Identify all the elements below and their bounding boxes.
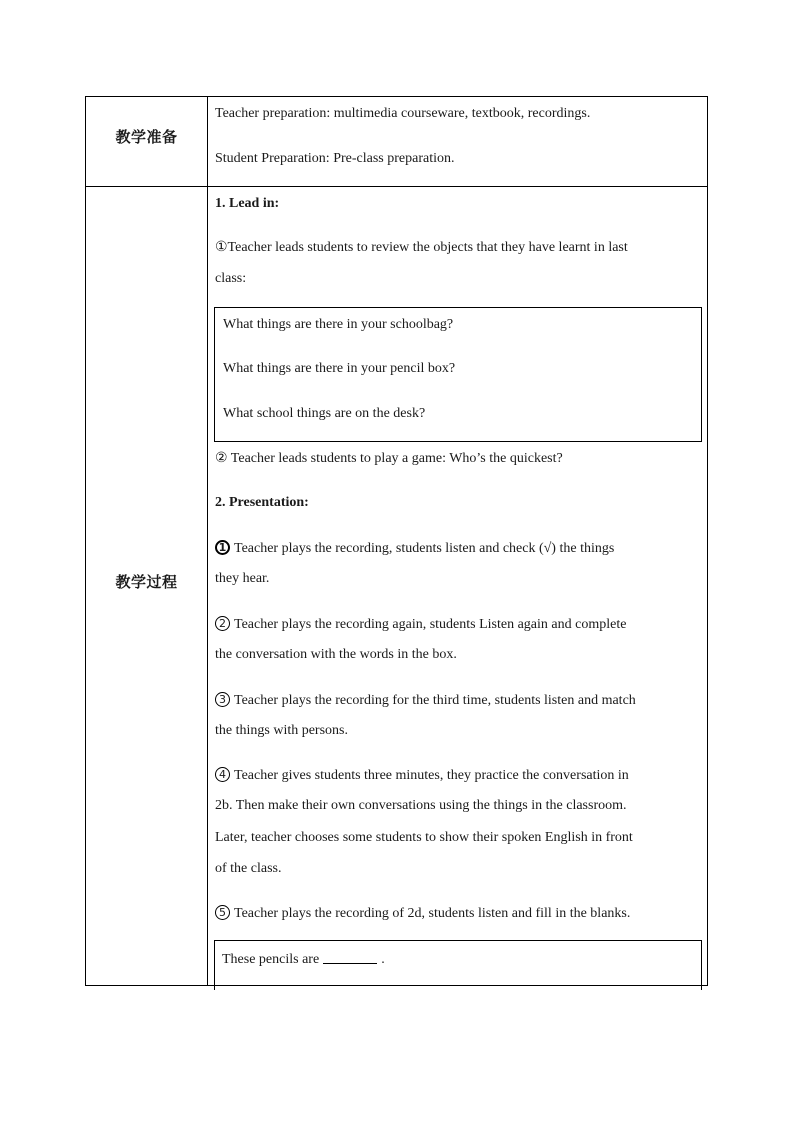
step-text: Teacher plays the recording of 2d, students listen and fill in the blanks.: [234, 906, 631, 921]
presentation-step-cont: they hear.: [215, 571, 270, 586]
sentence-end: .: [381, 952, 385, 967]
question-item: What things are there in your pencil box?: [223, 361, 456, 376]
step-number-badge: 4: [215, 767, 230, 782]
questions-box: [214, 307, 702, 442]
teacher-preparation: Teacher preparation: multimedia courseware, textbook, recordings.: [215, 106, 591, 121]
fill-blanks-box: [214, 940, 702, 990]
step-number-badge: 5: [215, 905, 230, 920]
sentence-start: These pencils are: [222, 952, 320, 967]
presentation-step-cont: the conversation with the words in the box.: [215, 647, 457, 662]
fill-blank-sentence: [222, 951, 385, 968]
lead-in-heading: 1. Lead in:: [215, 196, 280, 211]
lesson-plan-table: [85, 96, 708, 986]
step-number-badge: 2: [215, 616, 230, 631]
step-text: Teacher plays the recording for the third time, students listen and match: [234, 693, 636, 708]
step-number-badge: 3: [215, 692, 230, 707]
presentation-step-cont: 2b. Then make their own conversations using the things in the classroom.: [215, 798, 627, 813]
presentation-step: [215, 692, 636, 709]
student-preparation: Student Preparation: Pre-class preparation.: [215, 151, 455, 166]
process-label: 教学过程: [115, 573, 178, 591]
question-item: What school things are on the desk?: [223, 406, 426, 421]
step-text: Teacher gives students three minutes, they practice the conversation in: [234, 768, 629, 783]
prep-label: 教学准备: [115, 128, 178, 146]
lead-in-step-1: ①Teacher leads students to review the objects that they have learnt in last: [215, 240, 628, 255]
lead-in-step-1-cont: class:: [215, 271, 247, 286]
step-text: Teacher plays the recording, students listen and check (√) the things: [234, 541, 615, 556]
presentation-step-cont: the things with persons.: [215, 723, 348, 738]
presentation-step: [215, 767, 629, 784]
row-divider: [86, 186, 707, 187]
presentation-step-cont: Later, teacher chooses some students to show their spoken English in front: [215, 830, 633, 845]
presentation-step: [215, 905, 630, 922]
step-number-badge: 1: [215, 540, 230, 555]
step-text: Teacher plays the recording again, students Listen again and complete: [234, 617, 627, 632]
blank-line: [323, 951, 377, 964]
lead-in-step-2: ② Teacher leads students to play a game: Who’s the quickest?: [215, 451, 563, 466]
column-divider: [207, 97, 208, 985]
question-item: What things are there in your schoolbag?: [223, 317, 454, 332]
presentation-step: [215, 616, 626, 633]
presentation-step: [215, 540, 614, 557]
presentation-step-cont: of the class.: [215, 861, 282, 876]
presentation-heading: 2. Presentation:: [215, 495, 309, 510]
